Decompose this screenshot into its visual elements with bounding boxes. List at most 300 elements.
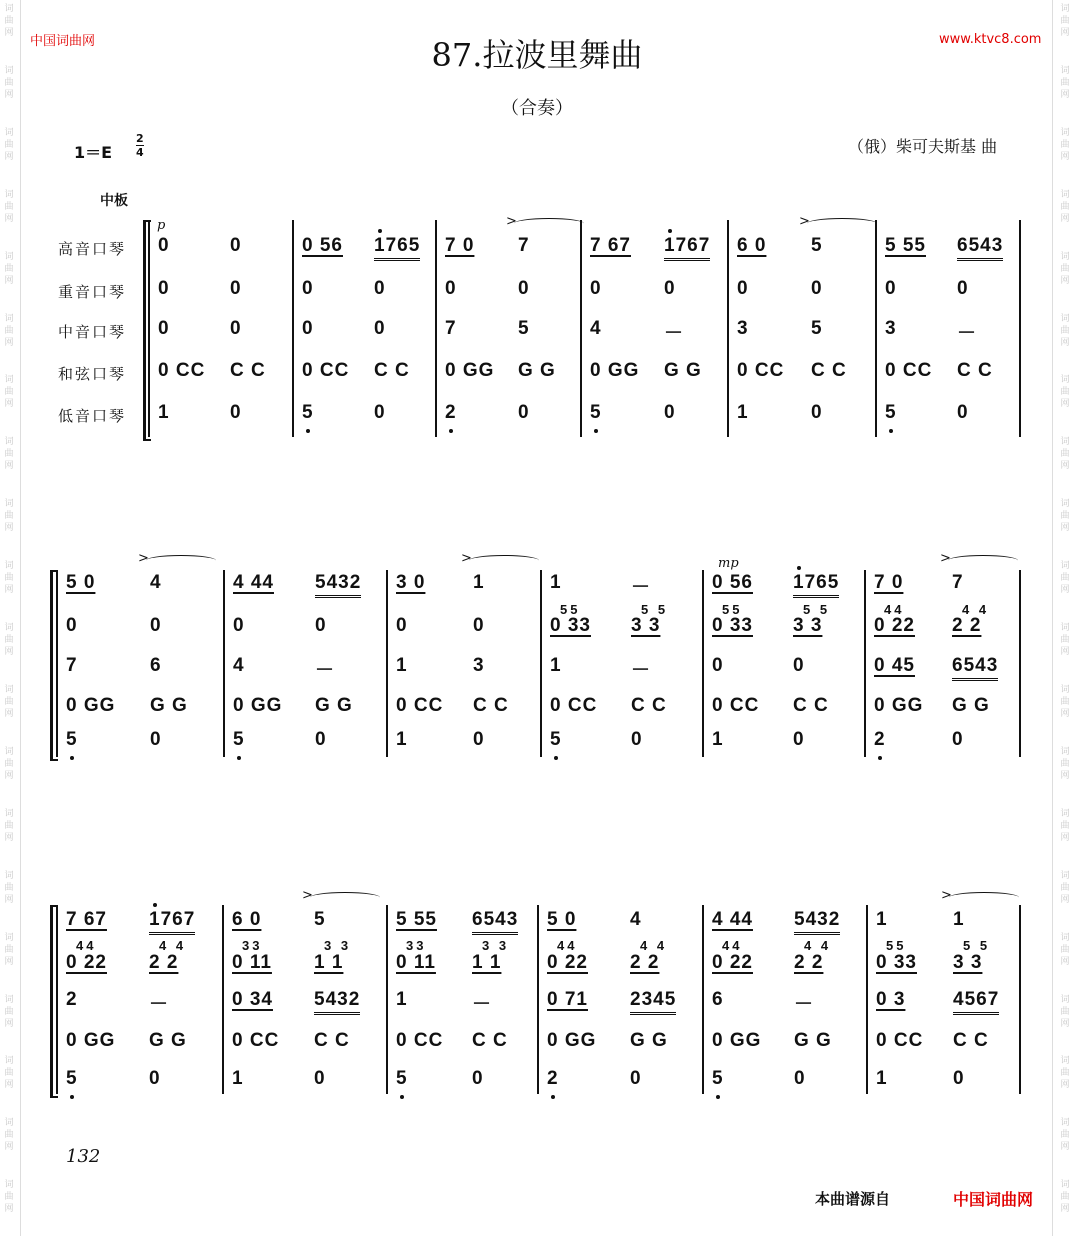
note-group: C C bbox=[230, 360, 266, 381]
note-group: 1 bbox=[396, 655, 408, 676]
note-group: 5 bbox=[811, 235, 823, 256]
note-group: － bbox=[149, 994, 170, 1015]
low-octave-dot bbox=[70, 1095, 74, 1099]
watermark-char: 词 bbox=[4, 127, 14, 138]
watermark-char: 网 bbox=[4, 89, 14, 100]
site-url-right[interactable]: www.ktvc8.com bbox=[939, 32, 1042, 47]
harmony-upper: 4 4 bbox=[640, 938, 668, 953]
note-group: 5 bbox=[550, 729, 562, 750]
watermark-char: 词 bbox=[1060, 1056, 1070, 1067]
side-watermark-left bbox=[1, 0, 17, 1240]
note-group: 1 bbox=[473, 572, 485, 593]
note-group: 1767 bbox=[149, 909, 195, 935]
note-group: 5 bbox=[885, 402, 897, 423]
note-group: 0 GG bbox=[233, 695, 283, 716]
note-group: 4 bbox=[150, 572, 162, 593]
watermark-char: 网 bbox=[1060, 28, 1070, 38]
note-group: G G bbox=[315, 695, 353, 716]
watermark-char: 网 bbox=[4, 337, 14, 348]
watermark-char: 词 bbox=[4, 808, 14, 819]
harmony-upper: 5 5 bbox=[641, 602, 669, 617]
note-group: 0 bbox=[233, 615, 245, 636]
note-group: 0 bbox=[518, 402, 530, 423]
tie-slur bbox=[310, 892, 380, 903]
note-group: 0 bbox=[794, 1068, 806, 1089]
watermark-char: 词 bbox=[1060, 127, 1070, 138]
tie-slur bbox=[948, 555, 1018, 566]
dynamic-p: p bbox=[157, 218, 166, 233]
low-octave-dot bbox=[70, 756, 74, 760]
note-group: 0 bbox=[158, 235, 170, 256]
bracket-hook-bottom bbox=[50, 1096, 58, 1098]
watermark-char: 网 bbox=[4, 523, 14, 534]
note-group: 5 bbox=[396, 1068, 408, 1089]
note-group: 5 bbox=[66, 729, 78, 750]
watermark-char: 网 bbox=[1060, 585, 1070, 596]
watermark-char: 曲 bbox=[1060, 1006, 1070, 1017]
watermark-char: 词 bbox=[4, 499, 14, 510]
note-group: 0 GG bbox=[547, 1030, 597, 1051]
note-group: C C bbox=[473, 695, 509, 716]
watermark-char: 网 bbox=[4, 213, 14, 224]
note-group: 7 67 bbox=[66, 909, 107, 930]
note-group: 5 0 bbox=[547, 909, 577, 930]
watermark-char: 曲 bbox=[1060, 882, 1070, 893]
note-group: 7 bbox=[952, 572, 964, 593]
note-group: 0 CC bbox=[158, 360, 206, 381]
low-octave-dot bbox=[594, 429, 598, 433]
watermark-char: 网 bbox=[4, 956, 14, 967]
watermark-char: 网 bbox=[1060, 956, 1070, 967]
instrument-label: 中音口琴 bbox=[58, 323, 127, 341]
note-group: 0 bbox=[158, 318, 170, 339]
note-group: 0 bbox=[590, 278, 602, 299]
note-group: C C bbox=[472, 1030, 508, 1051]
watermark-char: 曲 bbox=[4, 944, 14, 955]
watermark-char: 网 bbox=[4, 832, 14, 843]
note-group: 0 bbox=[712, 655, 724, 676]
note-group: 0 bbox=[811, 278, 823, 299]
watermark-char: 词 bbox=[1060, 65, 1070, 76]
watermark-char: 曲 bbox=[1060, 16, 1070, 26]
note-group: 0 bbox=[957, 402, 969, 423]
low-octave-dot bbox=[716, 1095, 720, 1099]
watermark-char: 曲 bbox=[1060, 1130, 1070, 1141]
note-group: 1 bbox=[550, 572, 562, 593]
note-group: 0 bbox=[793, 655, 805, 676]
watermark-char: 词 bbox=[4, 561, 14, 572]
note-group: 4 bbox=[233, 655, 245, 676]
system-bracket bbox=[50, 572, 53, 759]
watermark-char: 曲 bbox=[1060, 635, 1070, 646]
note-group: － bbox=[794, 994, 815, 1015]
note-group: 0 CC bbox=[396, 1030, 444, 1051]
note-group: 5432 bbox=[794, 909, 840, 935]
note-group: G G bbox=[149, 1030, 187, 1051]
watermark-char: 曲 bbox=[4, 1068, 14, 1079]
watermark-char: 网 bbox=[1060, 89, 1070, 100]
note-group: 2345 bbox=[630, 989, 676, 1015]
watermark-char: 网 bbox=[4, 151, 14, 162]
watermark-char: 曲 bbox=[1060, 758, 1070, 769]
note-group: 2 2 bbox=[794, 952, 824, 973]
note-group: C C bbox=[957, 360, 993, 381]
bar-line bbox=[56, 570, 58, 757]
harmony-upper: 5 5 bbox=[803, 602, 831, 617]
note-group: 0 bbox=[374, 402, 386, 423]
note-group: 1767 bbox=[664, 235, 710, 261]
note-group: 3 bbox=[473, 655, 485, 676]
note-group: 0 bbox=[664, 402, 676, 423]
note-group: 0 bbox=[149, 1068, 161, 1089]
bar-line bbox=[702, 905, 704, 1094]
note-group: G G bbox=[630, 1030, 668, 1051]
note-group: C C bbox=[631, 695, 667, 716]
tie-slur bbox=[949, 892, 1019, 903]
watermark-char: 曲 bbox=[1060, 77, 1070, 88]
note-group: C C bbox=[811, 360, 847, 381]
note-group: 4 44 bbox=[712, 909, 753, 930]
note-group: 0 bbox=[315, 729, 327, 750]
note-group: 0 bbox=[302, 318, 314, 339]
bar-line bbox=[223, 570, 225, 757]
side-watermark-right bbox=[1057, 0, 1073, 1240]
watermark-char: 曲 bbox=[4, 16, 14, 26]
note-group: 0 bbox=[957, 278, 969, 299]
note-group: 0 bbox=[230, 318, 242, 339]
note-group: 2 bbox=[547, 1068, 559, 1089]
bracket-hook-bottom bbox=[50, 759, 58, 761]
note-group: － bbox=[472, 994, 493, 1015]
note-group: － bbox=[957, 323, 978, 344]
watermark-char: 曲 bbox=[4, 511, 14, 522]
note-group: 7 bbox=[66, 655, 78, 676]
note-group: 6 bbox=[150, 655, 162, 676]
tie-slur bbox=[469, 555, 539, 566]
watermark-char: 网 bbox=[4, 770, 14, 781]
note-group: 1 bbox=[953, 909, 965, 930]
watermark-char: 曲 bbox=[4, 263, 14, 274]
note-group: 1 1 bbox=[472, 952, 502, 973]
high-octave-dot bbox=[668, 229, 672, 233]
note-group: 7 67 bbox=[590, 235, 631, 256]
tie-slur bbox=[514, 218, 584, 229]
watermark-char: 词 bbox=[4, 437, 14, 448]
watermark-char: 词 bbox=[4, 4, 14, 14]
harmony-upper: 4 4 bbox=[159, 938, 187, 953]
system-bracket bbox=[143, 222, 146, 439]
note-group: 1 bbox=[876, 1068, 888, 1089]
note-group: 0 bbox=[445, 278, 457, 299]
watermark-char: 曲 bbox=[1060, 201, 1070, 212]
watermark-char: 词 bbox=[4, 313, 14, 324]
tie-slur bbox=[146, 555, 216, 566]
note-group: 5 bbox=[302, 402, 314, 423]
note-group: 1 bbox=[550, 655, 562, 676]
note-group: 6 0 bbox=[232, 909, 262, 930]
high-octave-dot bbox=[153, 903, 157, 907]
high-octave-dot bbox=[378, 229, 382, 233]
accent-mark: > bbox=[940, 551, 951, 566]
composer: （俄）柴可夫斯基 曲 bbox=[848, 137, 998, 156]
low-octave-dot bbox=[306, 429, 310, 433]
bar-line bbox=[1019, 220, 1021, 437]
time-numerator: 2 bbox=[136, 132, 144, 145]
watermark-char: 曲 bbox=[4, 325, 14, 336]
watermark-char: 曲 bbox=[4, 387, 14, 398]
source-site[interactable]: 中国词曲网 bbox=[953, 1190, 1034, 1209]
watermark-char: 曲 bbox=[4, 882, 14, 893]
tempo-marking: 中板 bbox=[100, 193, 128, 209]
subtitle: （合奏） bbox=[501, 98, 573, 119]
dynamic-mp: mp bbox=[718, 556, 739, 571]
note-group: 6543 bbox=[472, 909, 518, 935]
key-signature: 1＝E bbox=[74, 143, 113, 162]
watermark-char: 网 bbox=[4, 461, 14, 472]
watermark-char: 网 bbox=[4, 1018, 14, 1029]
note-group: － bbox=[664, 323, 685, 344]
watermark-char: 网 bbox=[1060, 770, 1070, 781]
instrument-label: 和弦口琴 bbox=[58, 365, 127, 383]
watermark-char: 曲 bbox=[1060, 820, 1070, 831]
watermark-char: 词 bbox=[1060, 870, 1070, 881]
time-denominator: 4 bbox=[136, 146, 144, 159]
watermark-char: 词 bbox=[1060, 4, 1070, 14]
note-group: 0 bbox=[158, 278, 170, 299]
watermark-char: 词 bbox=[1060, 1118, 1070, 1129]
low-octave-dot bbox=[551, 1095, 555, 1099]
note-group: 1 bbox=[396, 989, 408, 1010]
watermark-char: 词 bbox=[1060, 1180, 1070, 1191]
page-number: 132 bbox=[66, 1146, 101, 1167]
note-group: 0 22 bbox=[712, 952, 753, 973]
watermark-char: 网 bbox=[1060, 894, 1070, 905]
divider-left bbox=[20, 0, 21, 1236]
note-group: 0 bbox=[664, 278, 676, 299]
watermark-char: 词 bbox=[1060, 932, 1070, 943]
tie-slur bbox=[807, 218, 877, 229]
note-group: 0 bbox=[630, 1068, 642, 1089]
note-group: 0 bbox=[953, 1068, 965, 1089]
note-group: 0 CC bbox=[302, 360, 350, 381]
note-group: 0 CC bbox=[885, 360, 933, 381]
note-group: 4567 bbox=[953, 989, 999, 1015]
watermark-char: 曲 bbox=[1060, 1192, 1070, 1203]
watermark-char: 词 bbox=[4, 746, 14, 757]
watermark-char: 曲 bbox=[4, 449, 14, 460]
note-group: 0 bbox=[472, 1068, 484, 1089]
note-group: 0 bbox=[230, 278, 242, 299]
watermark-char: 网 bbox=[1060, 1018, 1070, 1029]
watermark-char: 曲 bbox=[1060, 1068, 1070, 1079]
watermark-char: 网 bbox=[1060, 337, 1070, 348]
note-group: 7 bbox=[445, 318, 457, 339]
note-group: G G bbox=[518, 360, 556, 381]
note-group: 0 bbox=[150, 729, 162, 750]
note-group: 0 bbox=[302, 278, 314, 299]
low-octave-dot bbox=[554, 756, 558, 760]
watermark-char: 曲 bbox=[1060, 263, 1070, 274]
watermark-char: 曲 bbox=[4, 1192, 14, 1203]
note-group: 0 22 bbox=[874, 615, 915, 636]
accent-mark: > bbox=[941, 888, 952, 903]
note-group: 0 33 bbox=[550, 615, 591, 636]
note-group: 6543 bbox=[952, 655, 998, 681]
note-group: 0 CC bbox=[232, 1030, 280, 1051]
harmony-upper: 3 3 bbox=[324, 938, 352, 953]
note-group: 0 bbox=[952, 729, 964, 750]
note-group: 5432 bbox=[314, 989, 360, 1015]
watermark-char: 词 bbox=[4, 994, 14, 1005]
note-group: 3 0 bbox=[396, 572, 426, 593]
divider-right bbox=[1052, 0, 1053, 1236]
note-group: 0 bbox=[396, 615, 408, 636]
watermark-char: 词 bbox=[4, 375, 14, 386]
note-group: 3 3 bbox=[793, 615, 823, 636]
note-group: 0 bbox=[885, 278, 897, 299]
note-group: 0 GG bbox=[590, 360, 640, 381]
watermark-char: 曲 bbox=[1060, 449, 1070, 460]
watermark-char: 曲 bbox=[1060, 325, 1070, 336]
harmony-upper: 44 bbox=[722, 938, 743, 953]
bar-line bbox=[727, 220, 729, 437]
watermark-char: 网 bbox=[4, 708, 14, 719]
note-group: 0 bbox=[631, 729, 643, 750]
note-group: 0 bbox=[66, 615, 78, 636]
watermark-char: 词 bbox=[4, 870, 14, 881]
note-group: 3 bbox=[737, 318, 749, 339]
watermark-char: 网 bbox=[4, 275, 14, 286]
watermark-char: 网 bbox=[1060, 1204, 1070, 1215]
watermark-char: 词 bbox=[1060, 437, 1070, 448]
note-group: － bbox=[631, 660, 652, 681]
note-group: 0 bbox=[473, 615, 485, 636]
watermark-char: 网 bbox=[1060, 275, 1070, 286]
harmony-upper: 33 bbox=[242, 938, 263, 953]
watermark-char: 词 bbox=[4, 189, 14, 200]
note-group: 1 bbox=[712, 729, 724, 750]
watermark-char: 曲 bbox=[1060, 573, 1070, 584]
note-group: 3 3 bbox=[631, 615, 661, 636]
watermark-char: 词 bbox=[1060, 994, 1070, 1005]
system-bracket bbox=[50, 907, 53, 1096]
bar-line bbox=[864, 570, 866, 757]
watermark-char: 网 bbox=[4, 1080, 14, 1091]
bar-line bbox=[148, 220, 150, 437]
note-group: 0 33 bbox=[712, 615, 753, 636]
bar-line bbox=[1019, 570, 1021, 757]
harmony-upper: 5 5 bbox=[963, 938, 991, 953]
low-octave-dot bbox=[449, 429, 453, 433]
watermark-char: 网 bbox=[4, 1142, 14, 1153]
note-group: 0 3 bbox=[876, 989, 906, 1010]
note-group: 5 55 bbox=[396, 909, 437, 930]
note-group: 0 CC bbox=[550, 695, 598, 716]
note-group: 0 CC bbox=[712, 695, 760, 716]
note-group: 0 bbox=[518, 278, 530, 299]
harmony-upper: 55 bbox=[560, 602, 581, 617]
note-group: 4 bbox=[630, 909, 642, 930]
harmony-upper: 4 4 bbox=[804, 938, 832, 953]
note-group: 2 bbox=[874, 729, 886, 750]
note-group: 1 bbox=[396, 729, 408, 750]
watermark-char: 词 bbox=[4, 1180, 14, 1191]
accent-mark: > bbox=[799, 214, 810, 229]
note-group: 5 0 bbox=[66, 572, 96, 593]
watermark-char: 曲 bbox=[4, 1130, 14, 1141]
note-group: 3 bbox=[885, 318, 897, 339]
watermark-char: 曲 bbox=[4, 139, 14, 150]
watermark-char: 词 bbox=[4, 251, 14, 262]
note-group: 7 0 bbox=[874, 572, 904, 593]
note-group: 0 bbox=[315, 615, 327, 636]
note-group: 0 22 bbox=[66, 952, 107, 973]
watermark-char: 网 bbox=[1060, 213, 1070, 224]
bracket-hook-bottom bbox=[143, 439, 151, 441]
note-group: 0 22 bbox=[547, 952, 588, 973]
site-logo-left[interactable]: 中国词曲网 bbox=[30, 34, 96, 49]
harmony-upper: 44 bbox=[76, 938, 97, 953]
note-group: 0 bbox=[314, 1068, 326, 1089]
watermark-char: 曲 bbox=[4, 1006, 14, 1017]
note-group: － bbox=[631, 577, 652, 598]
note-group: 0 bbox=[473, 729, 485, 750]
note-group: 1 bbox=[232, 1068, 244, 1089]
note-group: 6 0 bbox=[737, 235, 767, 256]
accent-mark: > bbox=[138, 551, 149, 566]
note-group: 0 GG bbox=[66, 1030, 116, 1051]
watermark-char: 网 bbox=[1060, 647, 1070, 658]
bar-line bbox=[386, 905, 388, 1094]
low-octave-dot bbox=[878, 756, 882, 760]
note-group: 5 bbox=[811, 318, 823, 339]
note-group: C C bbox=[953, 1030, 989, 1051]
time-signature bbox=[136, 132, 144, 159]
note-group: 2 bbox=[445, 402, 457, 423]
high-octave-dot bbox=[797, 566, 801, 570]
watermark-char: 词 bbox=[4, 684, 14, 695]
note-group: 4 44 bbox=[233, 572, 274, 593]
watermark-char: 网 bbox=[4, 1204, 14, 1215]
note-group: 7 0 bbox=[445, 235, 475, 256]
harmony-upper: 55 bbox=[886, 938, 907, 953]
note-group: 2 2 bbox=[149, 952, 179, 973]
watermark-char: 词 bbox=[4, 65, 14, 76]
harmony-upper: 3 3 bbox=[482, 938, 510, 953]
watermark-char: 曲 bbox=[4, 635, 14, 646]
low-octave-dot bbox=[400, 1095, 404, 1099]
note-group: 1 1 bbox=[314, 952, 344, 973]
note-group: 0 71 bbox=[547, 989, 588, 1010]
note-group: 0 GG bbox=[445, 360, 495, 381]
note-group: 1 bbox=[737, 402, 749, 423]
note-group: 5 bbox=[66, 1068, 78, 1089]
bar-line bbox=[292, 220, 294, 437]
harmony-upper: 44 bbox=[884, 602, 905, 617]
watermark-char: 词 bbox=[4, 1056, 14, 1067]
note-group: 3 3 bbox=[953, 952, 983, 973]
bar-line bbox=[1019, 905, 1021, 1094]
bar-line bbox=[435, 220, 437, 437]
instrument-label: 低音口琴 bbox=[58, 407, 127, 425]
watermark-char: 网 bbox=[1060, 832, 1070, 843]
note-group: C C bbox=[314, 1030, 350, 1051]
watermark-char: 网 bbox=[1060, 708, 1070, 719]
watermark-char: 曲 bbox=[1060, 511, 1070, 522]
note-group: 5 bbox=[233, 729, 245, 750]
watermark-char: 词 bbox=[1060, 251, 1070, 262]
note-group: C C bbox=[793, 695, 829, 716]
